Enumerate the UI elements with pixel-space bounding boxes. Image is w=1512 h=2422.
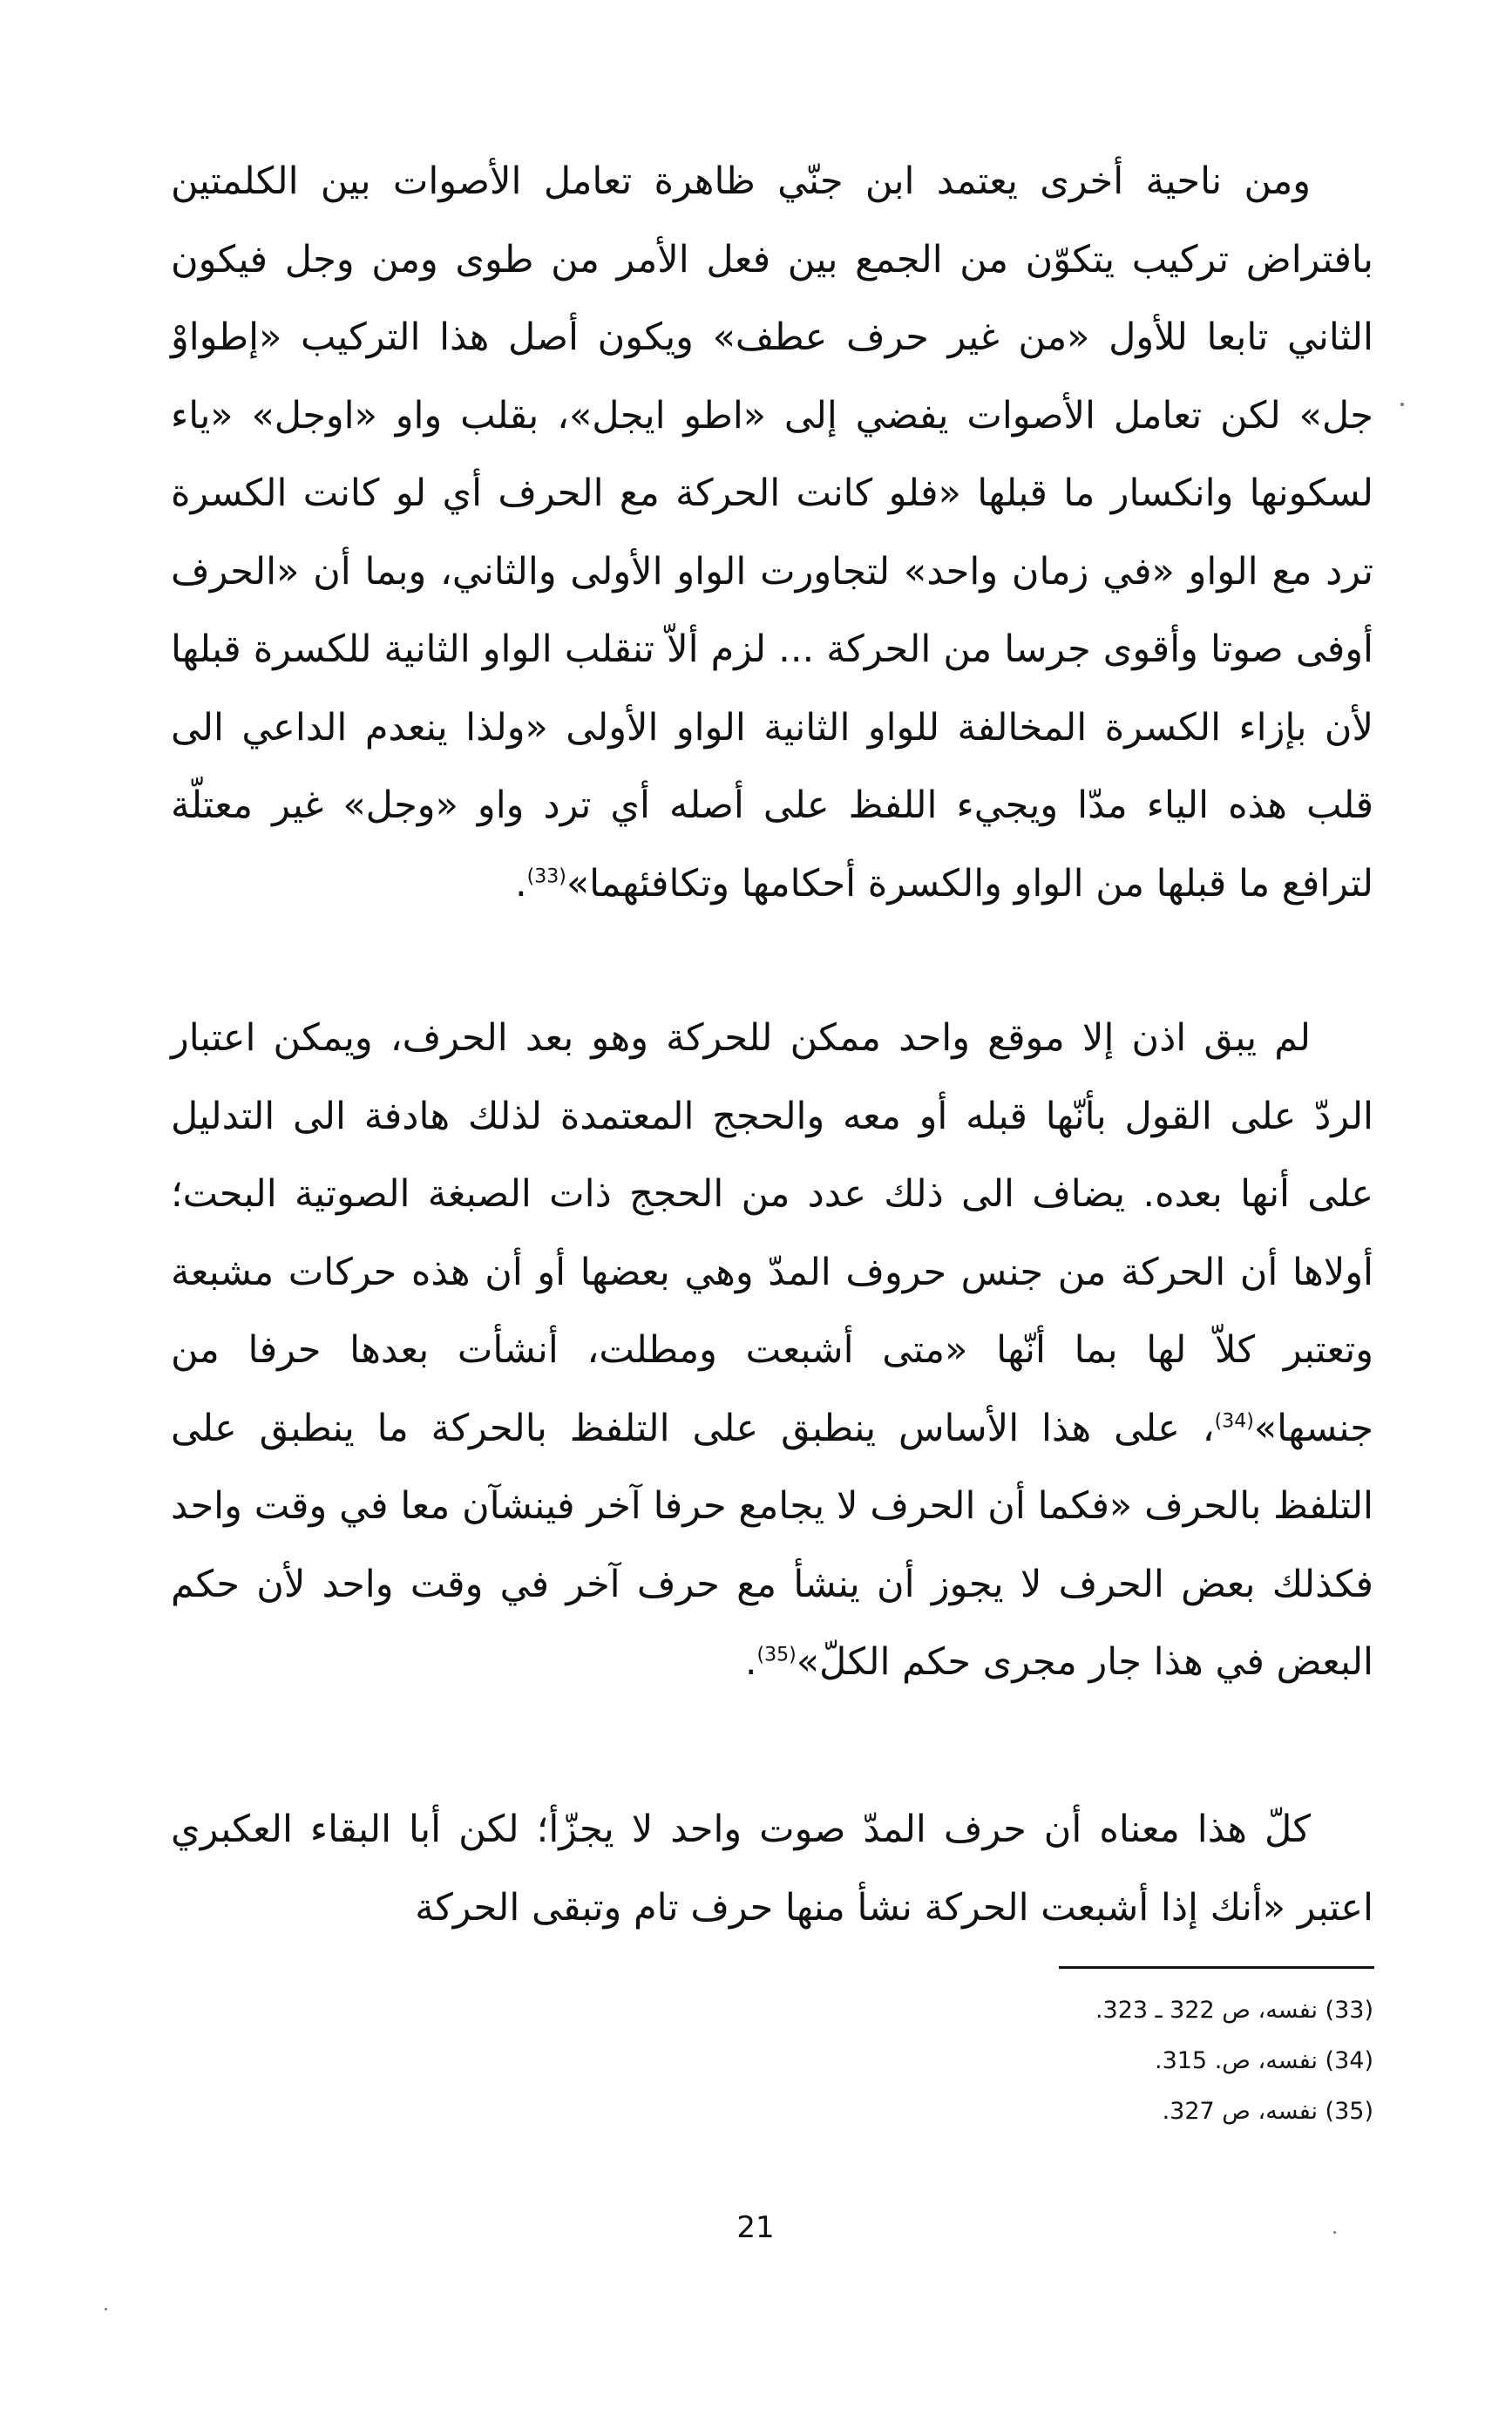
body-paragraph-3 xyxy=(171,1791,1373,1947)
page-number: 21 xyxy=(736,2210,775,2245)
footnote-ref-34: (34) xyxy=(1214,1410,1254,1433)
footnote-35: (35) نفسه، ص 327. xyxy=(1162,2098,1373,2125)
paragraph-1-text: ومن ناحية أخرى يعتمد ابن جنّي ظاهرة تعامل الأصوات بين الكلمتين بافتراض تركيب يتكوّن من الجمع بين فعل الأمر من طوى ومن وجل فيكون الثاني تابعا للأول «من غير حرف عطف» ويكون أصل هذا التركيب «إطواوْ جل» لكن تعامل الأصوات يفضي إلى «اطو ايجل»، بقلب واو «اوجل» «ياء لسكونها وانكسار ما قبلها «فلو كانت الحركة مع الحرف أي لو كانت الكسرة ترد مع الواو «في زمان واحد» لتجاورت الواو الأولى والثاني، وبما أن «الحرف أوفى صوتا وأقوى جرسا من الحركة ... لزم ألاّ تنقلب الواو الثانية للكسرة قبلها لأن بإزاء الكسرة المخالفة للواو الثانية الواو الأولى «ولذا ينعدم الداعي الى قلب هذه الياء مدّا ويجيء اللفظ على أصله أي ترد واو «وجل» غير معتلّة لترافع ما قبلها من الواو والكسرة أحكامها وتكافئهما» xyxy=(171,159,1373,906)
body-paragraph-2 xyxy=(171,1000,1373,1702)
paragraph-1-tail: . xyxy=(515,861,527,906)
footnote-ref-35: (35) xyxy=(756,1644,797,1666)
paragraph-2-tail-end: . xyxy=(744,1640,757,1684)
paragraph-3-text: كلّ هذا معناه أن حرف المدّ صوت واحد لا يجزّأ؛ لكن أبا البقاء العكبري اعتبر «أنك إذا أشبعت الحركة نشأ منها حرف تام وتبقى الحركة xyxy=(171,1808,1373,1930)
footnotes xyxy=(784,1985,1373,2137)
footnote-separator xyxy=(1059,1966,1374,1969)
scan-speck xyxy=(1400,403,1404,406)
paragraph-2-text: لم يبق اذن إلا موقع واحد ممكن للحركة وهو بعد الحرف، ويمكن اعتبار الردّ على القول بأنّها قبله أو معه والحجج المعتمدة لذلك هادفة الى التدليل على أنها بعده. يضاف الى ذلك عدد من الحجج ذات الصبغة الصوتية البحت؛ أولاها أن الحركة من جنس حروف المدّ وهي بعضها أو أن هذه حركات مشبعة وتعتبر كلاّ لها بما أنّها «متى أشبعت ومطلت، أنشأت بعدها حرفا من جنسها» xyxy=(171,1016,1373,1450)
scan-speck xyxy=(1333,2231,1336,2234)
footnote-34: (34) نفسه، ص. 315. xyxy=(1154,2047,1373,2074)
footnote-ref-33: (33) xyxy=(526,865,566,888)
body-paragraph-1 xyxy=(171,143,1373,923)
paragraph-2-tail: ، على هذا الأساس ينطبق على التلفظ بالحركة ما ينطبق على التلفظ بالحرف «فكما أن الحرف لا يجامع حرفا آخر فينشآن معا في وقت واحد فكذلك بعض الحرف لا يجوز أن ينشأ مع حرف آخر في وقت واحد لأن حكم البعض في هذا جار مجرى حكم الكلّ» xyxy=(171,1406,1373,1684)
scan-speck xyxy=(105,2308,107,2310)
footnote-33: (33) نفسه، ص 322 ـ 323. xyxy=(1095,1997,1373,2024)
